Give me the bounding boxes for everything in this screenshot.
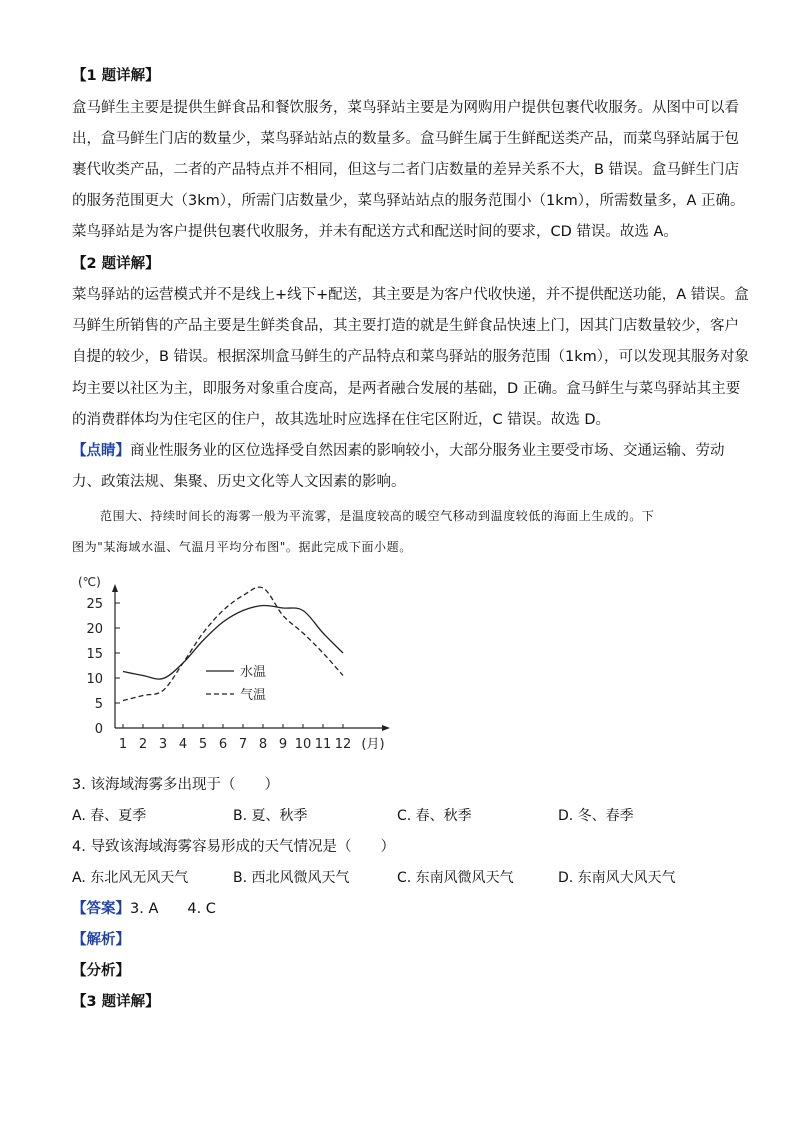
q2-line-5: 的消费群体均为住宅区的住户，故其选址时应选择在住宅区附近，C 错误。故选 D。 [72, 412, 611, 428]
dianjing-line-1 [72, 441, 732, 461]
q3-option-b[interactable]: B. 夏、秋季 [233, 808, 308, 824]
x-tick-label: 11 [314, 737, 332, 752]
x-tick-label: 1 [118, 737, 128, 752]
q3-option-c[interactable]: C. 春、秋季 [397, 808, 472, 824]
legend-air-label: 气温 [240, 688, 267, 703]
q1-line-3: 裹代收类产品，二者的产品特点并不相同，但这与二者门店数量的差异关系不大，B 错误。盒马鲜生门店 [72, 162, 740, 178]
x-tick-label: 12 [334, 737, 352, 752]
air-temp-line [123, 587, 343, 700]
legend-water-label: 水温 [240, 665, 267, 680]
x-tick-label: 3 [158, 737, 168, 752]
answer-line [72, 899, 732, 919]
intro-line-2: 图为"某海域水温、气温月平均分布图"。据此完成下面小题。 [72, 540, 412, 554]
x-tick-label: 7 [238, 737, 248, 752]
q2-header: 【2 题详解】 [72, 256, 160, 272]
question-3-stem: 3. 该海域海雾多出现于（ ） [72, 777, 279, 793]
q2-line-2: 马鲜生所销售的产品主要是生鲜类食品，其主要打造的就是生鲜食品快速上门，因其门店数量较少，客户 [72, 318, 739, 334]
q1-header: 【1 题详解】 [72, 68, 160, 84]
q1-line-4: 的服务范围更大（3km），所需门店数量少，菜鸟驿站站点的服务范围小（1km），所需数量多，A 正确。 [72, 193, 745, 209]
y-axis-arrow [112, 584, 118, 592]
q2-line-3: 自提的较少，B 错误。根据深圳盒马鲜生的产品特点和菜鸟驿站的服务范围（1km），可以发现其服务对象 [72, 349, 750, 365]
intro-line-1: 范围大、持续时间长的海雾一般为平流雾，是温度较高的暖空气移动到温度较低的海面上生成的。下 [100, 509, 655, 523]
q1-line-2: 出，盒马鲜生门店的数量少，菜鸟驿站站点的数量多。盒马鲜生属于生鲜配送类产品，而菜鸟驿站属于包 [72, 131, 739, 147]
q4-option-a[interactable]: A. 东北风无风天气 [72, 870, 189, 886]
x-tick-label: 9 [278, 737, 288, 752]
q1-line-5: 菜鸟驿站是为客户提供包裹代收服务，并未有配送方式和配送时间的要求，CD 错误。故选 A。 [72, 224, 678, 240]
dianjing-text-1: 商业性服务业的区位选择受自然因素的影响较小，大部分服务业主要受市场、交通运输、劳动 [130, 443, 725, 459]
jiexi-label: 【解析】 [72, 932, 130, 948]
q2-line-4: 均主要以社区为主，即服务对象重合度高，是两者融合发展的基础，D 正确。盒马鲜生与菜鸟驿站其主要 [72, 381, 741, 397]
x-tick-label: 6 [218, 737, 228, 752]
q2-line-1: 菜鸟驿站的运营模式并不是线上+线下+配送，其主要是为客户代收快递，并不提供配送功能，A 错误。盒 [72, 287, 749, 303]
y-axis-label: (℃) [78, 575, 101, 589]
q4-option-c[interactable]: C. 东南风微风天气 [397, 870, 514, 886]
q4-option-d[interactable]: D. 东南风大风天气 [558, 870, 676, 886]
answer-value: 3. A 4. C [130, 901, 216, 917]
y-tick-label: 25 [86, 597, 103, 612]
q4-option-b[interactable]: B. 西北风微风天气 [233, 870, 350, 886]
x-tick-label: 2 [138, 737, 148, 752]
fenxi-label: 【分析】 [72, 963, 130, 979]
q3-option-a[interactable]: A. 春、夏季 [72, 808, 147, 824]
y-tick-label: 15 [86, 647, 103, 662]
dianjing-label: 【点睛】 [72, 443, 130, 459]
q1-line-1: 盒马鲜生主要是提供生鲜食品和餐饮服务，菜鸟驿站主要是为网购用户提供包裹代收服务。从图中可以看 [72, 100, 739, 116]
x-tick-label: 5 [198, 737, 208, 752]
y-tick-label: 20 [86, 622, 103, 637]
x-tick-label: 4 [178, 737, 188, 752]
y-tick-label: 0 [94, 722, 103, 737]
y-tick-label: 10 [86, 672, 103, 687]
dianjing-line-2: 力、政策法规、集聚、历史文化等人文因素的影响。 [72, 474, 406, 490]
q3-detail-header: 【3 题详解】 [72, 994, 160, 1010]
x-tick-label: 10 [294, 737, 312, 752]
water-temp-line [123, 605, 343, 679]
x-tick-label: 8 [258, 737, 268, 752]
temperature-chart [70, 570, 410, 760]
question-4-stem: 4. 导致该海域海雾容易形成的天气情况是（ ） [72, 839, 395, 855]
q3-option-d[interactable]: D. 冬、春季 [558, 808, 634, 824]
answer-label: 【答案】 [72, 901, 130, 917]
y-tick-label: 5 [94, 697, 103, 712]
x-axis-label: (月) [361, 737, 385, 752]
x-axis-arrow [382, 725, 390, 731]
